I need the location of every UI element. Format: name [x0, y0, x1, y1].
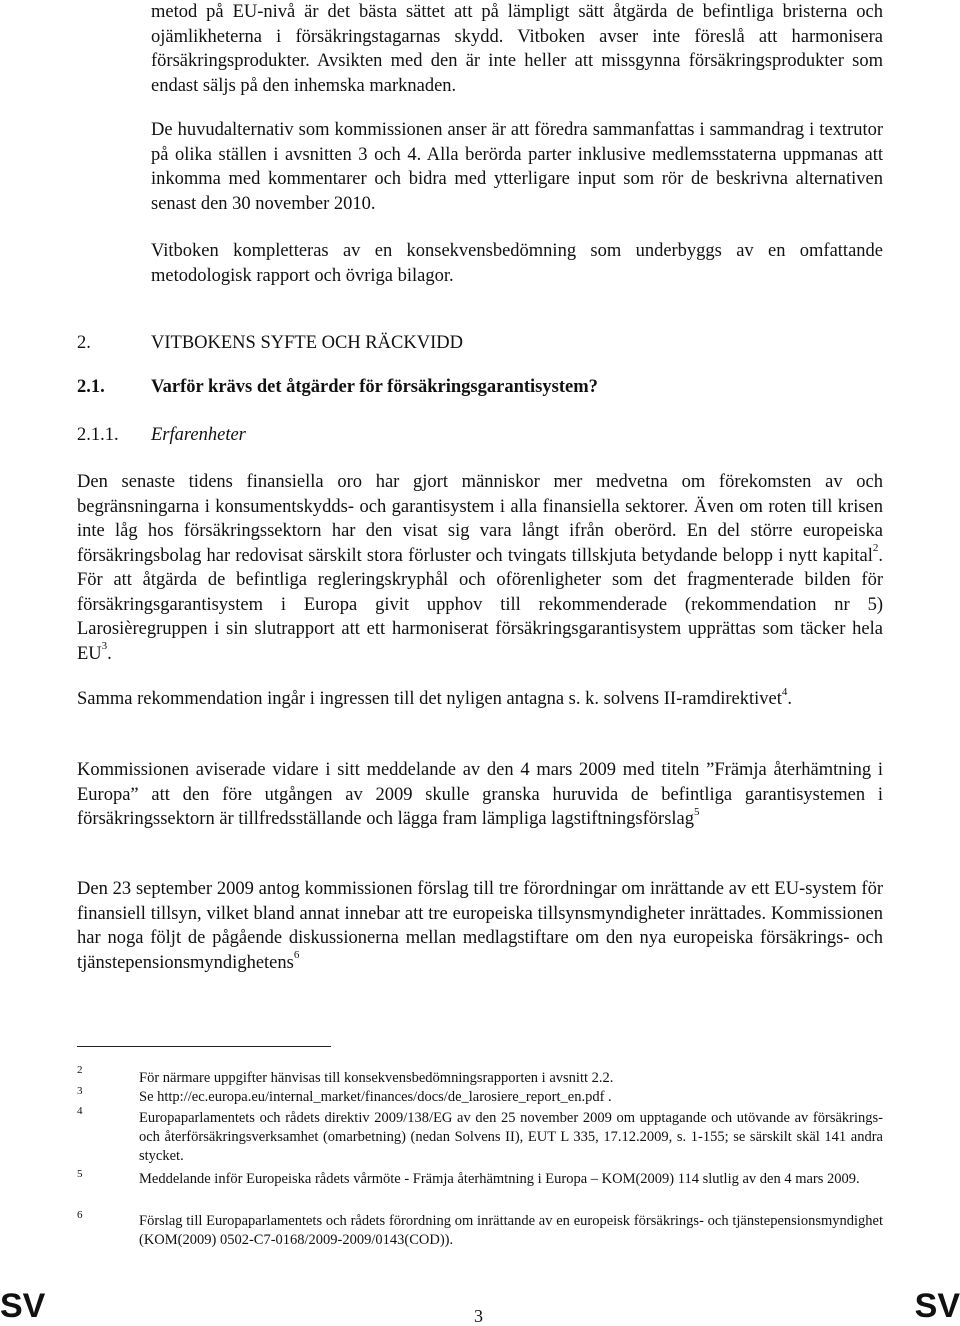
- footnote-number-5: 5: [77, 1168, 83, 1180]
- subsection-number: 2.1.: [77, 377, 105, 397]
- body-paragraph-1-text-a: Den senaste tidens finansiella oro har gjort människor mer medvetna om förekomsten av och begränsningarna i konsumentskydds- och garantisystem i alla finansiella sektorer. Även om roten till krisen inte låg hos försäkringssektorn har den visat sig vara långt ifrån oberörd. En del större europeiska försäkringsbolag har redovisat särskilt stora förluster och tvingats tillskjuta betydande belopp i nytt kapital: [77, 472, 883, 566]
- footnote-2: För närmare uppgifter hänvisas till konsekvensbedömningsrapporten i avsnitt 2.2.: [139, 1070, 614, 1086]
- footnote-separator: [77, 1046, 331, 1047]
- footnote-number-6: 6: [77, 1209, 83, 1221]
- footnote-3: Se http://ec.europa.eu/internal_market/finances/docs/de_larosiere_report_en.pdf .: [139, 1089, 612, 1105]
- subsubsection-number: 2.1.1.: [77, 425, 119, 445]
- body-paragraph-2-text-a: Samma rekommendation ingår i ingressen till det nyligen antagna s. k. solvens II-ramdirektivet: [77, 689, 782, 709]
- footnote-number-3: 3: [77, 1085, 83, 1097]
- footer-language-right: SV: [914, 1287, 960, 1325]
- footnote-6: Förslag till Europaparlamentets och rådets förordning om inrättande av en europeisk försäkrings- och tjänstepensionsmyndighet (KOM(2009) 0502-C7-0168/2009-2009/0143(COD)).: [139, 1213, 883, 1248]
- footnote-ref-2: 2: [872, 542, 879, 555]
- footnote-ref-4: 4: [781, 685, 788, 698]
- footnote-5: Meddelande inför Europeiska rådets vårmöte - Främja återhämtning i Europa – KOM(2009) 114 slutlig av den 4 mars 2009.: [139, 1171, 860, 1187]
- body-paragraph-4-text: Den 23 september 2009 antog kommissionen förslag till tre förordningar om inrättande av ett EU-system för finansiell tillsyn, vilket bland annat innebar att tre europeiska tillsynsmyndigheter inrättades. Kommissionen har noga följt de pågående diskussionerna mellan medlagstiftare om den nya europeiska försäkrings- och tjänstepensionsmyndighetens: [77, 879, 883, 973]
- footnote-4: Europaparlamentets och rådets direktiv 2009/138/EG av den 25 november 2009 om upptagande och utövande av försäkrings- och återförsäkringsverksamhet (omarbetning) (nedan Solvens II), EUT L 335, 17.12.2009, s. 1-155; se särskilt skäl 141 andra stycket.: [139, 1110, 883, 1164]
- footnote-number-2: 2: [77, 1064, 83, 1076]
- section-number: 2.: [77, 333, 91, 353]
- footnote-ref-5: 5: [694, 805, 700, 818]
- footnote-number-4: 4: [77, 1105, 83, 1117]
- body-paragraph-2-text-b: .: [787, 689, 793, 709]
- body-paragraph-3: [77, 758, 883, 832]
- intro-paragraph-1: metod på EU-nivå är det bästa sättet att på lämpligt sätt åtgärda de befintliga bristerna och ojämlikheterna i försäkringstagarnas skydd. Vitboken avser inte föreslå att harmonisera försäkringsprodukter. Avsikten med den är inte heller att missgynna försäkringsprodukter som endast säljs på den inhemska marknaden.: [151, 2, 883, 96]
- intro-paragraph-3: Vitboken kompletteras av en konsekvensbedömning som underbyggs av en omfattande metodologisk rapport och övriga bilagor.: [151, 241, 883, 286]
- intro-paragraph-2: De huvudalternativ som kommissionen anser är att föredra sammanfattas i sammandrag i textrutor på olika ställen i avsnitten 3 och 4. Alla berörda parter inklusive medlemsstaterna uppmanas att inkomma med kommentarer och bidra med ytterligare input som rör de beskrivna alternativen senast den 30 november 2010.: [151, 120, 883, 214]
- footnote-ref-6: 6: [293, 949, 300, 962]
- body-paragraph-3-text: Kommissionen aviserade vidare i sitt meddelande av den 4 mars 2009 med titeln ”Främja återhämtning i Europa” att den före utgången av 2009 skulle granska huruvida de befintliga garantisystemen i försäkringssektorn är tillfredsställande och lägga fram lämpliga lagstiftningsförslag: [77, 760, 883, 829]
- body-paragraph-1-text-b: . För att åtgärda de befintliga regleringskryphål och oförenligheter som det fragmenterade bilden för försäkringsgarantisystem i Europa givit upphov till rekommenderade (rekommendation nr 5) Larosièregruppen i sin slutrapport att ett harmoniserat försäkringsgarantisystem upprättas som täcker hela EU: [77, 545, 883, 664]
- footnote-ref-3: 3: [101, 640, 108, 653]
- body-paragraph-2: [77, 687, 883, 712]
- page-number: 3: [474, 1306, 483, 1326]
- body-paragraph-1-text-c: .: [107, 643, 112, 664]
- section-title: VITBOKENS SYFTE OCH RÄCKVIDD: [151, 333, 463, 353]
- subsubsection-title: Erfarenheter: [151, 425, 246, 445]
- body-paragraph-4: [77, 877, 883, 975]
- subsection-title: Varför krävs det åtgärder för försäkringsgarantisystem?: [151, 377, 598, 397]
- footer-language-left: SV: [0, 1287, 46, 1325]
- body-paragraph-1: [77, 470, 883, 666]
